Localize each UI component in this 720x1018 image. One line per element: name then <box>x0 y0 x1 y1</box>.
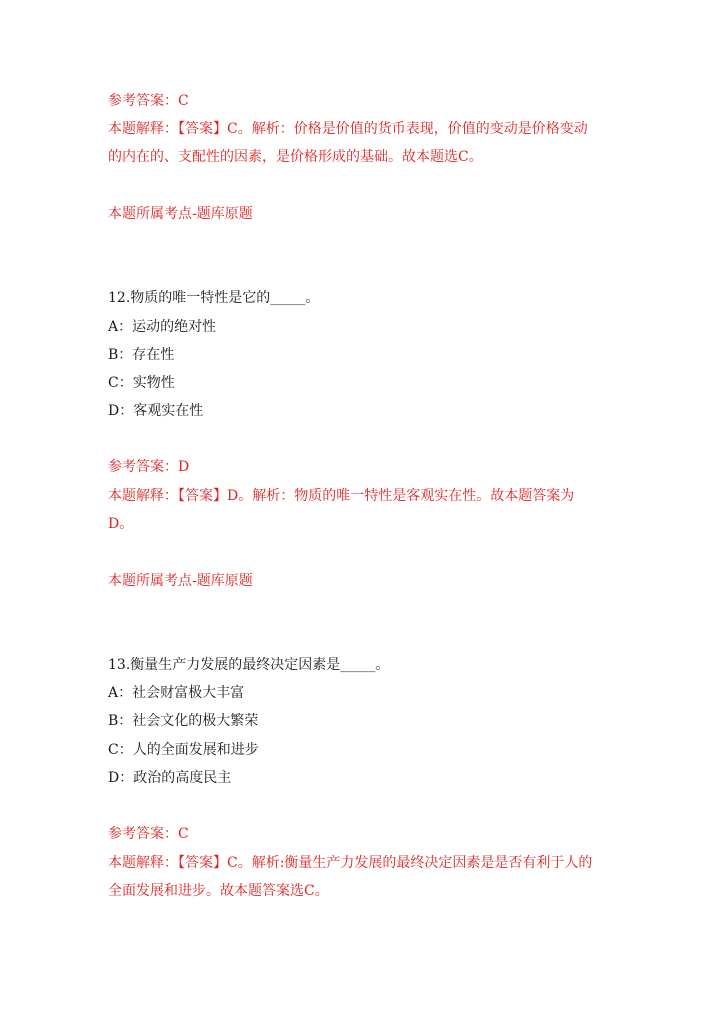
explanation-text: 本题解释：【答案】D。解析：物质的唯一特性是客观实在性。故本题答案为 <box>108 488 575 504</box>
source-tag: 本题所属考点-题库原题 <box>108 206 253 222</box>
explanation-text-continued: D。 <box>108 516 134 532</box>
explanation-text-continued: 全面发展和进步。故本题答案选C。 <box>108 883 329 899</box>
explanation-text-continued: 的内在的、支配性的因素，是价格形成的基础。故本题选C。 <box>108 149 483 165</box>
answer-text: 参考答案：D <box>108 459 190 475</box>
option-b: B：存在性 <box>108 347 175 363</box>
question-text: 13.衡量生产力发展的最终决定因素是_____。 <box>108 657 390 673</box>
question-text: 12.物质的唯一特性是它的_____。 <box>108 290 320 306</box>
option-a: A：运动的绝对性 <box>108 319 217 335</box>
source-tag: 本题所属考点-题库原题 <box>108 573 253 589</box>
option-c: C：实物性 <box>108 375 175 391</box>
option-d: D：客观实在性 <box>108 403 204 419</box>
option-b: B：社会文化的极大繁荣 <box>108 713 259 729</box>
explanation-text: 本题解释：【答案】C。解析:衡量生产力发展的最终决定因素是是否有利于人的 <box>108 855 593 871</box>
answer-text: 参考答案：C <box>108 826 189 842</box>
option-c: C：人的全面发展和进步 <box>108 742 259 758</box>
option-a: A：社会财富极大丰富 <box>108 685 245 701</box>
answer-text: 参考答案：C <box>108 93 189 109</box>
option-d: D：政治的高度民主 <box>108 770 232 786</box>
explanation-text: 本题解释：【答案】C。解析：价格是价值的货币表现，价值的变动是价格变动 <box>108 121 588 137</box>
